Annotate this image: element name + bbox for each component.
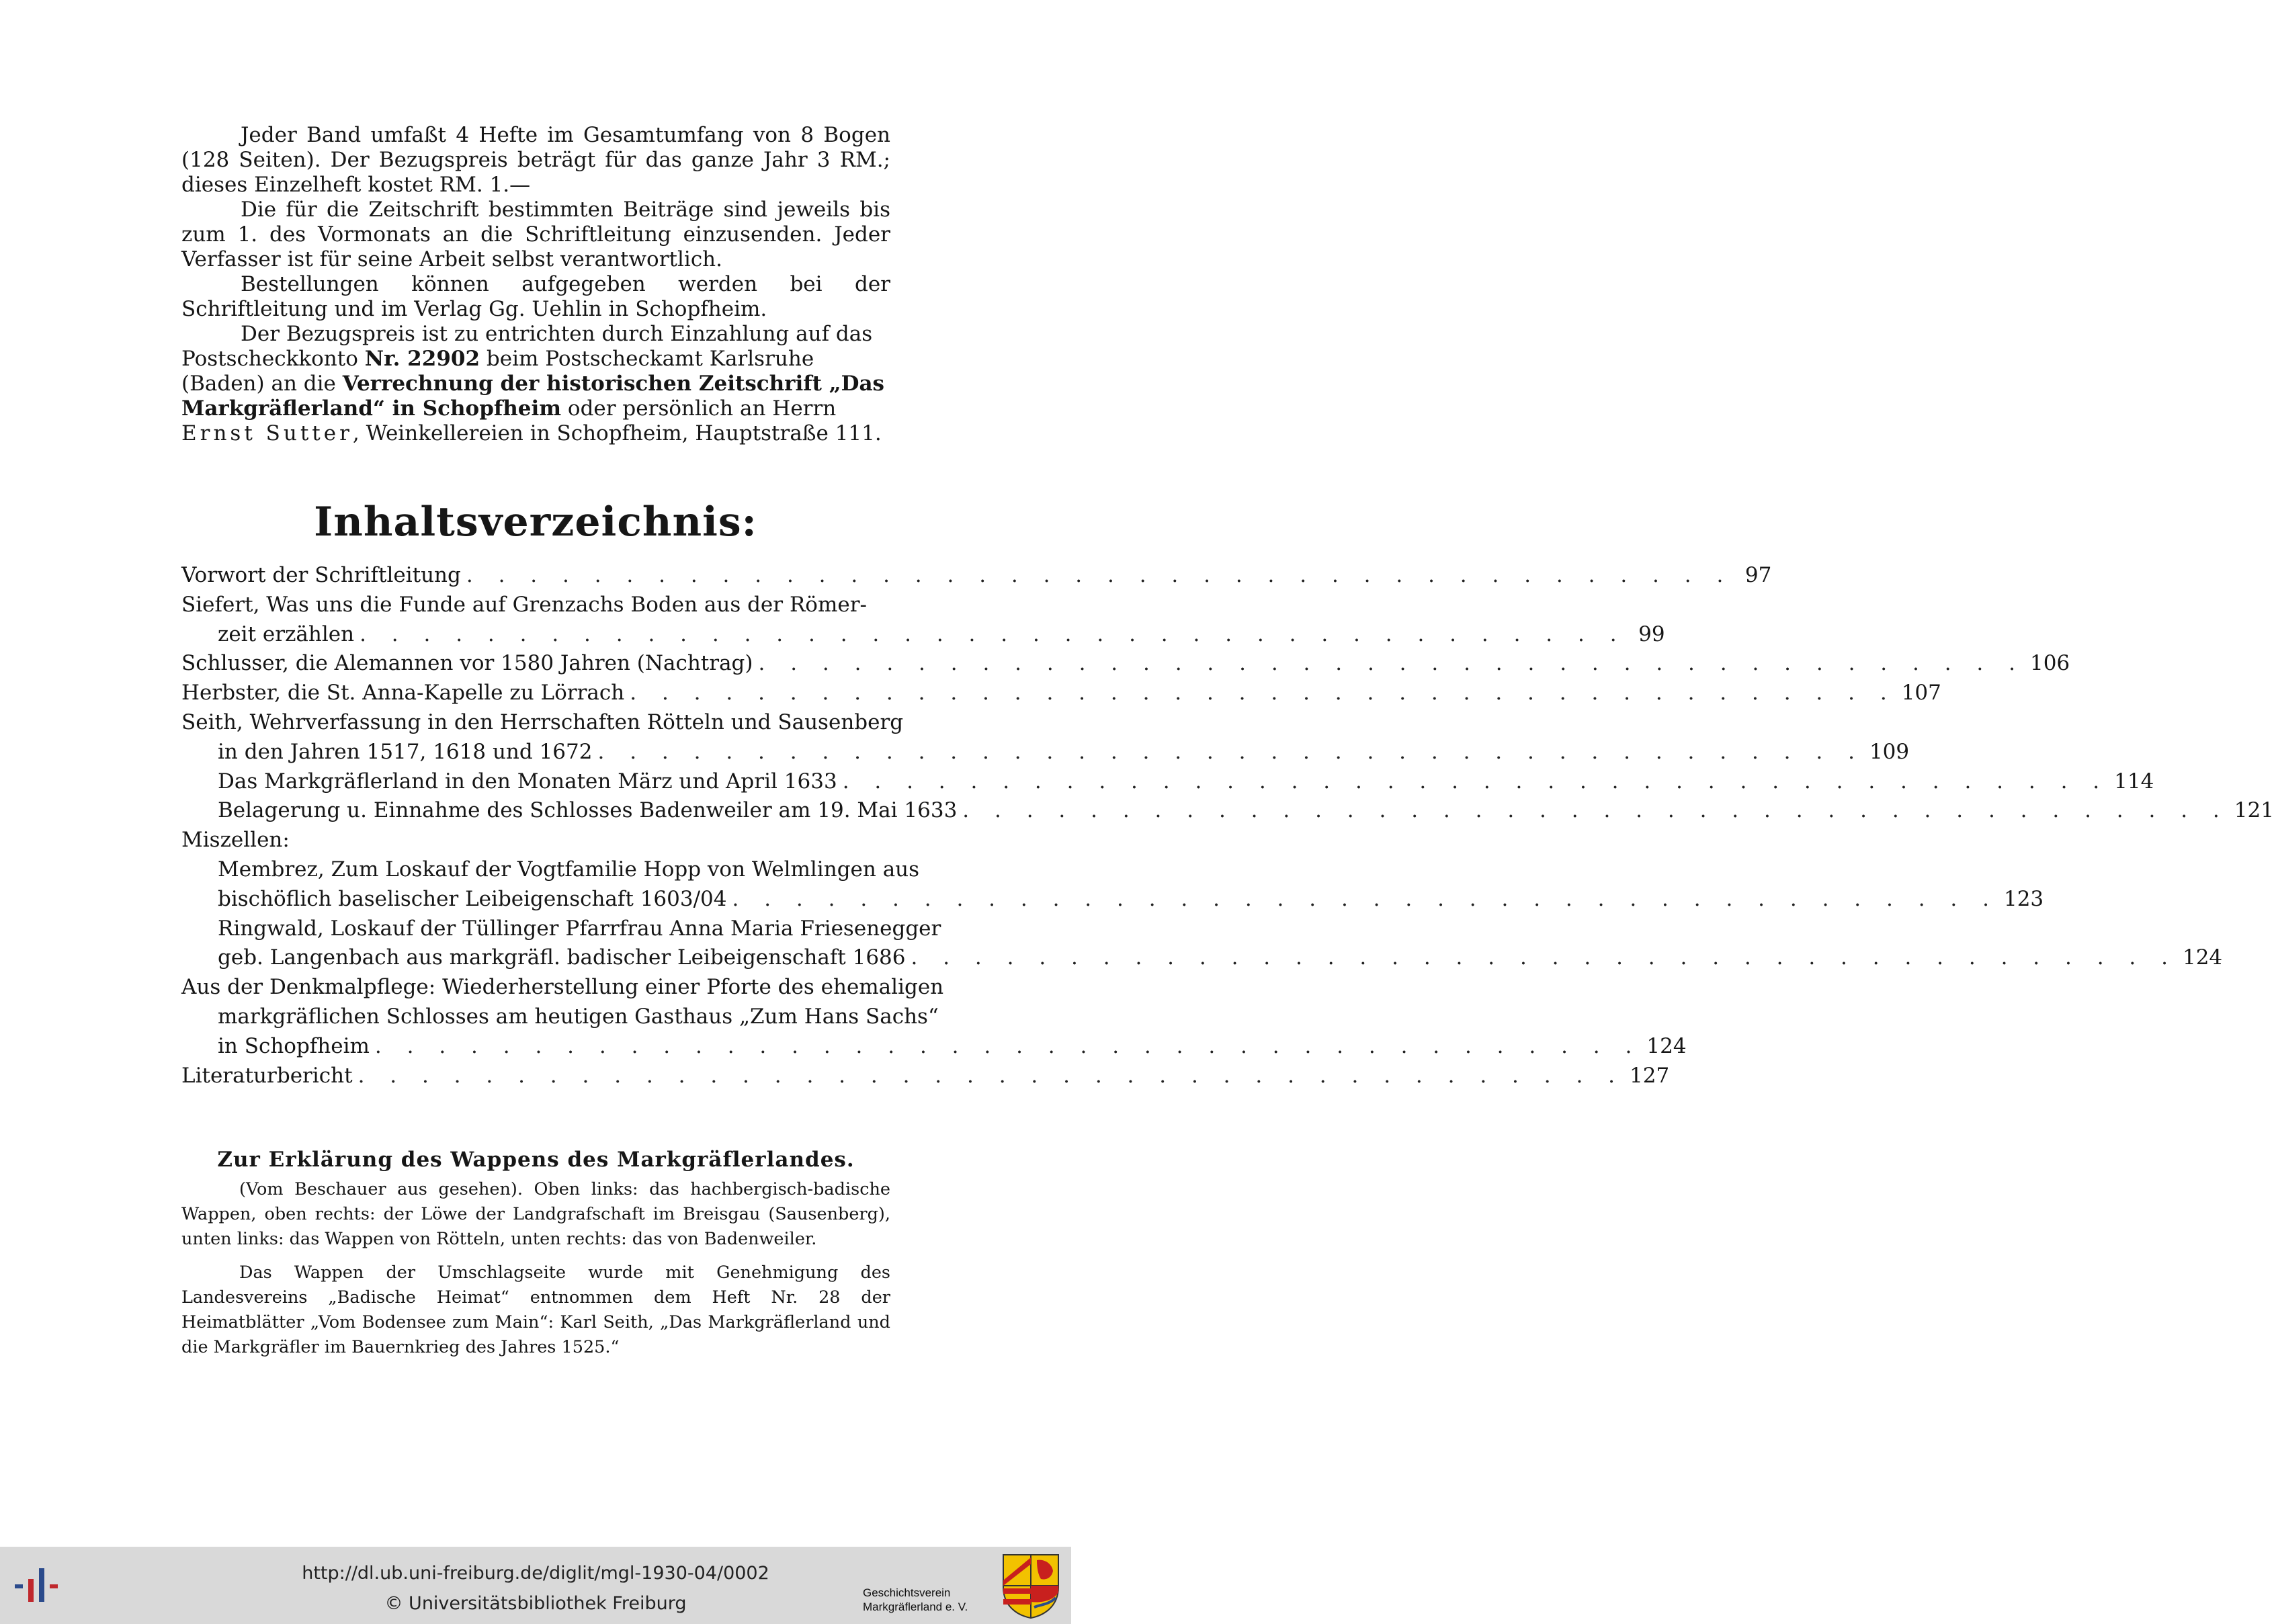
intro-paragraph-1: Jeder Band umfaßt 4 Hefte im Gesamtumfang von 8 Bogen (128 Seiten). Der Bezugspreis beträgt für das ganze Jahr 3 RM.; dieses Einzelheft kostet RM. 1.— bbox=[181, 123, 890, 197]
toc-entry-title: Das Markgräflerland in den Monaten März und April 1633 bbox=[218, 769, 837, 794]
toc-entry bbox=[181, 681, 1941, 710]
toc-entry-title: Belagerung u. Einnahme des Schlosses Badenweiler am 19. Mai 1633 bbox=[218, 798, 958, 823]
toc-entry bbox=[181, 798, 2274, 828]
toc-entry-title: bischöflich baselischer Leibeigenschaft 1603/04 bbox=[218, 886, 727, 911]
toc-entry-title: in den Jahren 1517, 1618 und 1672 bbox=[218, 739, 593, 764]
toc-entry-title: Membrez, Zum Loskauf der Vogtfamilie Hopp von Welmlingen aus bbox=[218, 857, 920, 882]
toc-leader-dots: . . . . . . . . . . . . . . . . . . . . . . . . . . . . . . . . . . . . . . . . bbox=[466, 563, 1733, 587]
toc-leader-dots: . . . . . . . . . . . . . . . . . . . . . . . . . . . . . . . . . . . . . . . . bbox=[357, 1063, 1625, 1088]
contact-person: Ernst Sutter bbox=[181, 421, 353, 445]
footer-bar bbox=[0, 1547, 1071, 1624]
toc-entry bbox=[181, 828, 890, 857]
coat-of-arms-text: (Vom Beschauer aus gesehen). Oben links: das hachbergisch-badische Wappen, oben rechts: der Löwe der Landgrafschaft im Breisgau (Sausenberg), unten links: das Wappen von Rötteln, unten rechts: das von Badenweiler. bbox=[181, 1179, 890, 1249]
toc-entry bbox=[181, 1063, 1670, 1093]
toc-page-number: 123 bbox=[2003, 886, 2044, 911]
toc-page-number: 107 bbox=[1901, 681, 1941, 706]
toc-entry-title: in Schopfheim bbox=[218, 1033, 370, 1058]
toc-entry bbox=[181, 739, 1910, 769]
toc-entry-title: Schlusser, die Alemannen vor 1580 Jahren (Nachtrag) bbox=[181, 651, 753, 676]
toc-entry bbox=[181, 563, 1772, 593]
payment-text-c: beim Postscheckamt Karlsruhe (Baden) an die bbox=[181, 347, 814, 396]
toc-entry bbox=[181, 593, 890, 622]
toc-entry bbox=[181, 916, 941, 946]
toc-entry-title: Vorwort der Schriftleitung bbox=[181, 563, 461, 587]
toc-entry-title: Literaturbericht bbox=[181, 1063, 353, 1088]
copyright-notice: © Universitätsbibliothek Freiburg bbox=[384, 1593, 687, 1614]
toc-page-number: 99 bbox=[1638, 622, 1665, 646]
toc-leader-dots: . . . . . . . . . . . . . . . . . . . . . . . . . . . . . . . . . . . . . . . . bbox=[758, 651, 2025, 676]
toc-entry bbox=[181, 975, 944, 1005]
toc-heading: Inhaltsverzeichnis: bbox=[314, 499, 757, 546]
coat-of-arms-title: Zur Erklärung des Wappens des Markgräflerlandes. bbox=[217, 1148, 855, 1172]
toc-leader-dots: . . . . . . . . . . . . . . . . . . . . . . . . . . . . . . . . . . . . . . . . bbox=[842, 769, 2109, 794]
toc-leader-dots: . . . . . . . . . . . . . . . . . . . . . . . . . . . . . . . . . . . . . . . . bbox=[630, 681, 1896, 706]
toc-entry bbox=[181, 886, 2044, 916]
toc-entry bbox=[181, 857, 920, 887]
toc-page-number: 114 bbox=[2114, 769, 2154, 794]
intro-paragraph-3: Bestellungen können aufgegeben werden bei der Schriftleitung und im Verlag Gg. Uehlin in Schopfheim. bbox=[181, 272, 890, 321]
toc-entry-title: Aus der Denkmalpflege: Wiederherstellung einer Pforte des ehemaligen bbox=[181, 975, 944, 1000]
cover-note bbox=[181, 1260, 890, 1360]
toc-leader-dots: . . . . . . . . . . . . . . . . . . . . . . . . . . . . . . . . . . . . . . . . bbox=[597, 739, 1864, 764]
toc-entry-title: geb. Langenbach aus markgräfl. badischer Leibeigenschaft 1686 bbox=[218, 945, 906, 970]
toc-entry-title: zeit erzählen bbox=[218, 622, 355, 646]
table-of-contents bbox=[181, 563, 2274, 1093]
toc-entry-title: Miszellen: bbox=[181, 828, 290, 853]
intro-paragraph-4 bbox=[181, 322, 890, 446]
society-name-line1: Geschichtsverein bbox=[863, 1586, 951, 1599]
toc-leader-dots: . . . . . . . . . . . . . . . . . . . . . . . . . . . . . . . . . . . . . . . . bbox=[374, 1033, 1642, 1058]
payment-text-e: oder persönlich an Herrn bbox=[567, 396, 837, 421]
account-number: Nr. 22902 bbox=[364, 347, 480, 371]
coat-of-arms-explanation bbox=[181, 1177, 890, 1252]
toc-entry bbox=[181, 1033, 1687, 1064]
toc-entry bbox=[181, 769, 2154, 799]
source-url-link[interactable]: http://dl.ub.uni-freiburg.de/diglit/mgl-1930-04/0002 bbox=[302, 1563, 769, 1584]
toc-page-number: 97 bbox=[1744, 563, 1772, 587]
toc-page-number: 106 bbox=[2029, 651, 2070, 676]
toc-entry bbox=[181, 622, 1665, 652]
toc-entry bbox=[181, 1004, 939, 1034]
toc-page-number: 121 bbox=[2234, 798, 2274, 823]
toc-entry bbox=[181, 945, 2223, 975]
toc-leader-dots: . . . . . . . . . . . . . . . . . . . . . . . . . . . . . . . . . . . . . . . . bbox=[962, 798, 2229, 823]
payment-text-g: , Weinkellereien in Schopfheim, Hauptstraße 111. bbox=[352, 421, 882, 445]
intro-paragraph-2: Die für die Zeitschrift bestimmten Beiträge sind jeweils bis zum 1. des Vormonats an die Schriftleitung einzusenden. Jeder Verfasser ist für seine Arbeit selbst verantwortlich. bbox=[181, 198, 890, 271]
toc-entry-title: Herbster, die St. Anna-Kapelle zu Lörrach bbox=[181, 681, 625, 706]
toc-entry-title: Siefert, Was uns die Funde auf Grenzachs Boden aus der Römer- bbox=[181, 592, 867, 617]
toc-entry bbox=[181, 710, 904, 740]
markgraeflerland-crest-icon[interactable] bbox=[1002, 1553, 1060, 1619]
toc-page-number: 127 bbox=[1630, 1063, 1670, 1088]
toc-entry bbox=[181, 651, 2070, 681]
society-name-line2: Markgräflerland e. V. bbox=[863, 1600, 968, 1613]
payee-name: Verrechnung der historischen Zeitschrift „Das Markgräflerland“ in Schopfheim bbox=[181, 372, 884, 421]
toc-leader-dots: . . . . . . . . . . . . . . . . . . . . . . . . . . . . . . . . . . . . . . . . bbox=[732, 886, 1998, 911]
toc-page-number: 109 bbox=[1869, 739, 1910, 764]
toc-leader-dots: . . . . . . . . . . . . . . . . . . . . . . . . . . . . . . . . . . . . . . . . bbox=[911, 945, 2177, 970]
toc-entry-title: Ringwald, Loskauf der Tüllinger Pfarrfrau Anna Maria Friesenegger bbox=[218, 916, 941, 941]
toc-entry-title: markgräflichen Schlosses am heutigen Gasthaus „Zum Hans Sachs“ bbox=[218, 1004, 939, 1029]
toc-page-number: 124 bbox=[2182, 945, 2223, 970]
cover-note-text: Das Wappen der Umschlagseite wurde mit Genehmigung des Landesvereins „Badische Heimat“ entnommen dem Heft Nr. 28 der Heimatblätter „Vom Bodensee zum Main“: Karl Seith, „Das Markgräflerland und die Markgräfler im Bauernkrieg des Jahres 1525.“ bbox=[181, 1263, 890, 1357]
society-name bbox=[863, 1586, 968, 1614]
toc-page-number: 124 bbox=[1646, 1033, 1687, 1058]
toc-leader-dots: . . . . . . . . . . . . . . . . . . . . . . . . . . . . . . . . . . . . . . . . bbox=[360, 622, 1626, 646]
subscription-info bbox=[181, 123, 890, 446]
payment-text-a: Der Bezugspreis ist zu entrichten durch Einzahlung auf das Postscheckkonto bbox=[181, 322, 873, 371]
toc-entry-title: Seith, Wehrverfassung in den Herrschaften Rötteln und Sausenberg bbox=[181, 710, 904, 734]
